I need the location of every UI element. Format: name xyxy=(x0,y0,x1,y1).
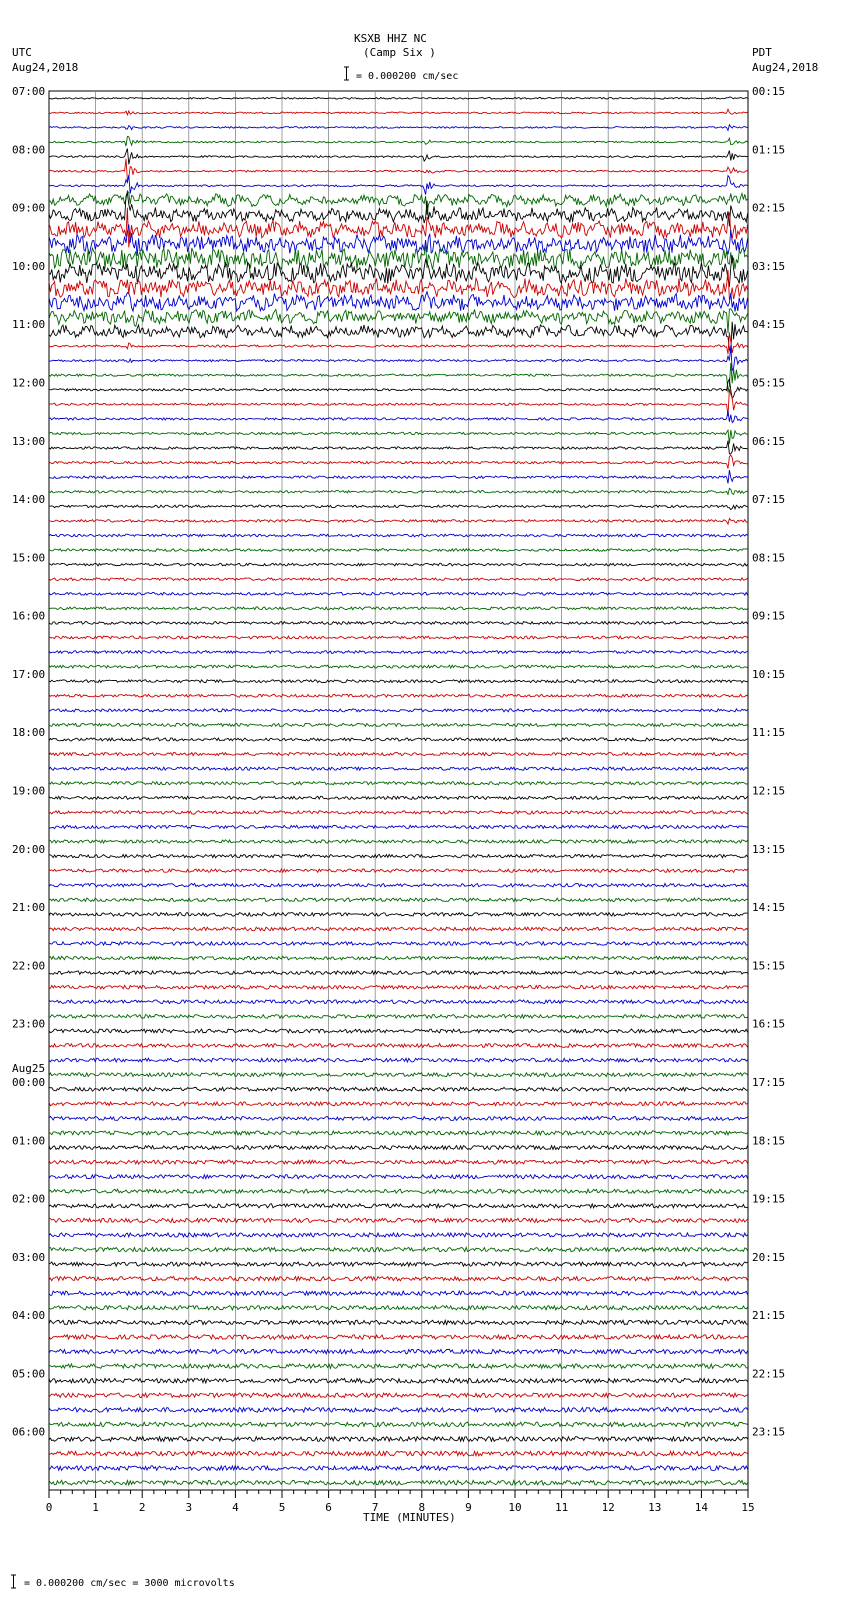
x-tick-label: 12 xyxy=(601,1501,615,1514)
x-tick-label: 11 xyxy=(554,1501,569,1514)
seismic-trace xyxy=(49,592,748,595)
utc-hour-label: 11:00 xyxy=(12,318,46,332)
seismic-trace xyxy=(49,411,748,422)
pdt-hour-label: 07:15 xyxy=(752,493,786,507)
utc-hour-label: 01:00 xyxy=(12,1134,46,1148)
seismic-trace xyxy=(49,1335,748,1339)
pdt-hour-label: 17:15 xyxy=(752,1075,786,1089)
seismic-trace xyxy=(49,985,748,989)
footer-scale-note: = 0.000200 cm/sec = 3000 microvolts xyxy=(24,1578,235,1589)
pdt-hour-label: 00:15 xyxy=(752,85,786,98)
pdt-hour-label: 13:15 xyxy=(752,842,786,856)
pdt-hour-label: 03:15 xyxy=(752,259,786,273)
utc-hour-label: 00:00 xyxy=(12,1075,46,1089)
footer-scale-bar-icon xyxy=(11,1575,16,1588)
seismic-trace xyxy=(49,1044,748,1048)
seismic-trace xyxy=(49,651,748,654)
location-subtitle: (Camp Six ) xyxy=(363,46,436,59)
seismic-trace xyxy=(49,109,748,115)
seismic-trace xyxy=(49,125,748,131)
pdt-hour-label: 16:15 xyxy=(752,1017,786,1031)
x-tick-label: 3 xyxy=(185,1501,193,1514)
x-tick-label: 9 xyxy=(465,1501,472,1514)
utc-hour-label: 02:00 xyxy=(12,1192,46,1206)
x-tick-label: 4 xyxy=(232,1501,239,1514)
seismic-trace xyxy=(49,1247,748,1251)
x-tick-label: 6 xyxy=(325,1501,332,1514)
pdt-hour-label: 15:15 xyxy=(752,959,786,973)
seismic-trace xyxy=(49,811,748,814)
seismic-trace xyxy=(49,1146,748,1150)
seismic-trace xyxy=(49,191,748,215)
utc-hour-label: 08:00 xyxy=(12,143,46,157)
pdt-hour-label: 22:15 xyxy=(752,1367,786,1381)
seismic-trace xyxy=(49,607,748,610)
seismic-trace xyxy=(49,1422,748,1427)
x-tick-label: 0 xyxy=(45,1501,53,1514)
seismic-trace xyxy=(49,738,748,741)
seismic-trace xyxy=(49,519,748,525)
utc-day-label: Aug25 xyxy=(12,1061,46,1075)
station-title: KSXB HHZ NC xyxy=(354,32,427,45)
seismic-trace xyxy=(49,488,748,494)
seismic-trace xyxy=(49,854,748,857)
x-tick-label: 13 xyxy=(648,1501,662,1514)
utc-hour-label: 20:00 xyxy=(12,842,46,856)
seismic-trace xyxy=(49,1175,748,1179)
pdt-hour-label: 23:15 xyxy=(752,1425,786,1439)
seismic-trace xyxy=(49,665,748,668)
seismic-trace xyxy=(49,1116,748,1120)
seismic-trace xyxy=(49,1437,748,1442)
x-tick-label: 10 xyxy=(508,1501,522,1514)
right-timezone: PDT xyxy=(752,46,772,59)
seismic-trace xyxy=(49,1408,748,1413)
seismic-trace xyxy=(49,869,748,872)
utc-hour-label: 05:00 xyxy=(12,1367,46,1381)
seismic-trace xyxy=(49,379,748,398)
utc-hour-label: 03:00 xyxy=(12,1250,46,1264)
utc-hour-label: 14:00 xyxy=(12,493,46,507)
seismic-trace xyxy=(49,1233,748,1237)
utc-hour-label: 15:00 xyxy=(12,551,46,565)
x-tick-label: 1 xyxy=(92,1501,99,1514)
pdt-hour-label: 12:15 xyxy=(752,784,786,798)
pdt-hour-label: 14:15 xyxy=(752,901,786,915)
utc-hour-label: 07:00 xyxy=(12,85,46,98)
seismic-trace xyxy=(49,1087,748,1091)
x-tick-label: 8 xyxy=(418,1501,426,1514)
seismic-trace xyxy=(49,971,748,975)
utc-hour-label: 13:00 xyxy=(12,434,46,448)
seismic-trace xyxy=(49,534,748,537)
seismic-trace xyxy=(49,796,748,799)
pdt-hour-label: 10:15 xyxy=(752,667,786,681)
seismic-trace xyxy=(49,1204,748,1208)
seismic-trace xyxy=(49,441,748,454)
pdt-hour-label: 09:15 xyxy=(752,609,786,623)
utc-hour-label: 18:00 xyxy=(12,726,46,740)
utc-hour-label: 19:00 xyxy=(12,784,46,798)
utc-hour-label: 12:00 xyxy=(12,376,46,390)
x-tick-label: 5 xyxy=(278,1501,286,1514)
seismic-trace xyxy=(49,1102,748,1106)
seismic-trace xyxy=(49,389,748,416)
seismic-trace xyxy=(49,884,748,887)
utc-hour-label: 09:00 xyxy=(12,201,46,215)
seismic-trace xyxy=(49,175,748,195)
pdt-hour-label: 01:15 xyxy=(752,143,786,157)
seismic-trace xyxy=(49,927,748,931)
seismic-trace xyxy=(49,322,748,353)
x-tick-label: 2 xyxy=(138,1501,146,1514)
pdt-hour-label: 21:15 xyxy=(752,1309,786,1323)
utc-hour-label: 04:00 xyxy=(12,1309,46,1323)
seismic-trace xyxy=(49,430,748,444)
seismic-trace xyxy=(49,159,748,180)
seismic-trace xyxy=(49,622,748,625)
seismic-trace xyxy=(49,1306,748,1310)
seismic-trace xyxy=(49,840,748,843)
seismic-trace xyxy=(49,636,748,639)
utc-hour-label: 06:00 xyxy=(12,1425,46,1439)
pdt-hour-label: 08:15 xyxy=(752,551,786,565)
seismic-trace xyxy=(49,1277,748,1281)
seismic-trace xyxy=(49,913,748,917)
left-date: Aug24,2018 xyxy=(12,61,79,74)
seismic-trace xyxy=(49,1029,748,1033)
pdt-hour-label: 18:15 xyxy=(752,1134,786,1148)
seismic-trace xyxy=(49,1378,748,1383)
seismic-trace xyxy=(49,1189,748,1193)
seismic-trace xyxy=(49,1131,748,1135)
utc-hour-label: 22:00 xyxy=(12,959,46,973)
seismic-trace xyxy=(49,767,748,770)
x-tick-label: 14 xyxy=(694,1501,709,1514)
seismic-trace xyxy=(49,694,748,697)
seismic-trace xyxy=(49,346,748,371)
seismic-trace xyxy=(49,1058,748,1062)
utc-hour-label: 17:00 xyxy=(12,667,46,681)
seismic-trace xyxy=(49,563,748,566)
seismic-trace xyxy=(49,505,748,510)
seismic-trace xyxy=(49,1073,748,1077)
seismic-trace xyxy=(49,1393,748,1398)
seismic-trace xyxy=(49,1320,748,1324)
x-tick-label: 15 xyxy=(741,1501,755,1514)
seismic-trace xyxy=(49,1218,748,1222)
seismic-trace xyxy=(49,1451,748,1456)
seismic-trace xyxy=(49,149,748,165)
seismic-trace xyxy=(49,455,748,469)
x-axis-title: TIME (MINUTES) xyxy=(363,1511,456,1524)
seismic-trace xyxy=(49,825,748,828)
utc-hour-label: 21:00 xyxy=(12,901,46,915)
utc-hour-label: 23:00 xyxy=(12,1017,46,1031)
seismic-trace xyxy=(49,782,748,785)
seismic-trace xyxy=(49,97,748,99)
seismic-trace xyxy=(49,1000,748,1004)
left-timezone: UTC xyxy=(12,46,32,59)
scale-label: = 0.000200 cm/sec xyxy=(356,71,459,82)
seismic-trace xyxy=(49,363,748,393)
seismic-trace xyxy=(49,1015,748,1019)
seismic-trace xyxy=(49,753,748,756)
x-tick-label: 7 xyxy=(371,1501,379,1514)
seismic-trace xyxy=(49,1364,748,1369)
pdt-hour-label: 02:15 xyxy=(752,201,786,215)
seismic-trace xyxy=(49,680,748,683)
seismic-trace xyxy=(49,1291,748,1295)
pdt-hour-label: 04:15 xyxy=(752,318,786,332)
seismic-trace xyxy=(49,709,748,712)
seismic-trace xyxy=(49,1160,748,1164)
seismic-trace xyxy=(49,723,748,726)
scale-bar-icon xyxy=(344,67,349,80)
seismic-trace xyxy=(49,136,748,146)
seismic-trace xyxy=(49,578,748,581)
seismic-trace xyxy=(49,1262,748,1266)
pdt-hour-label: 11:15 xyxy=(752,726,786,740)
utc-hour-label: 10:00 xyxy=(12,259,46,273)
pdt-hour-label: 19:15 xyxy=(752,1192,786,1206)
seismic-trace xyxy=(49,898,748,901)
seismic-trace xyxy=(49,270,748,300)
utc-hour-label: 16:00 xyxy=(12,609,46,623)
seismic-trace xyxy=(49,549,748,552)
seismic-trace xyxy=(49,1466,748,1471)
seismic-trace xyxy=(49,1480,748,1485)
right-date: Aug24,2018 xyxy=(752,61,819,74)
seismic-trace xyxy=(49,470,748,483)
pdt-hour-label: 05:15 xyxy=(752,376,786,390)
seismic-trace xyxy=(49,942,748,946)
seismic-trace xyxy=(49,956,748,960)
seismic-trace xyxy=(49,1349,748,1354)
pdt-hour-label: 06:15 xyxy=(752,434,786,448)
pdt-hour-label: 20:15 xyxy=(752,1250,786,1264)
